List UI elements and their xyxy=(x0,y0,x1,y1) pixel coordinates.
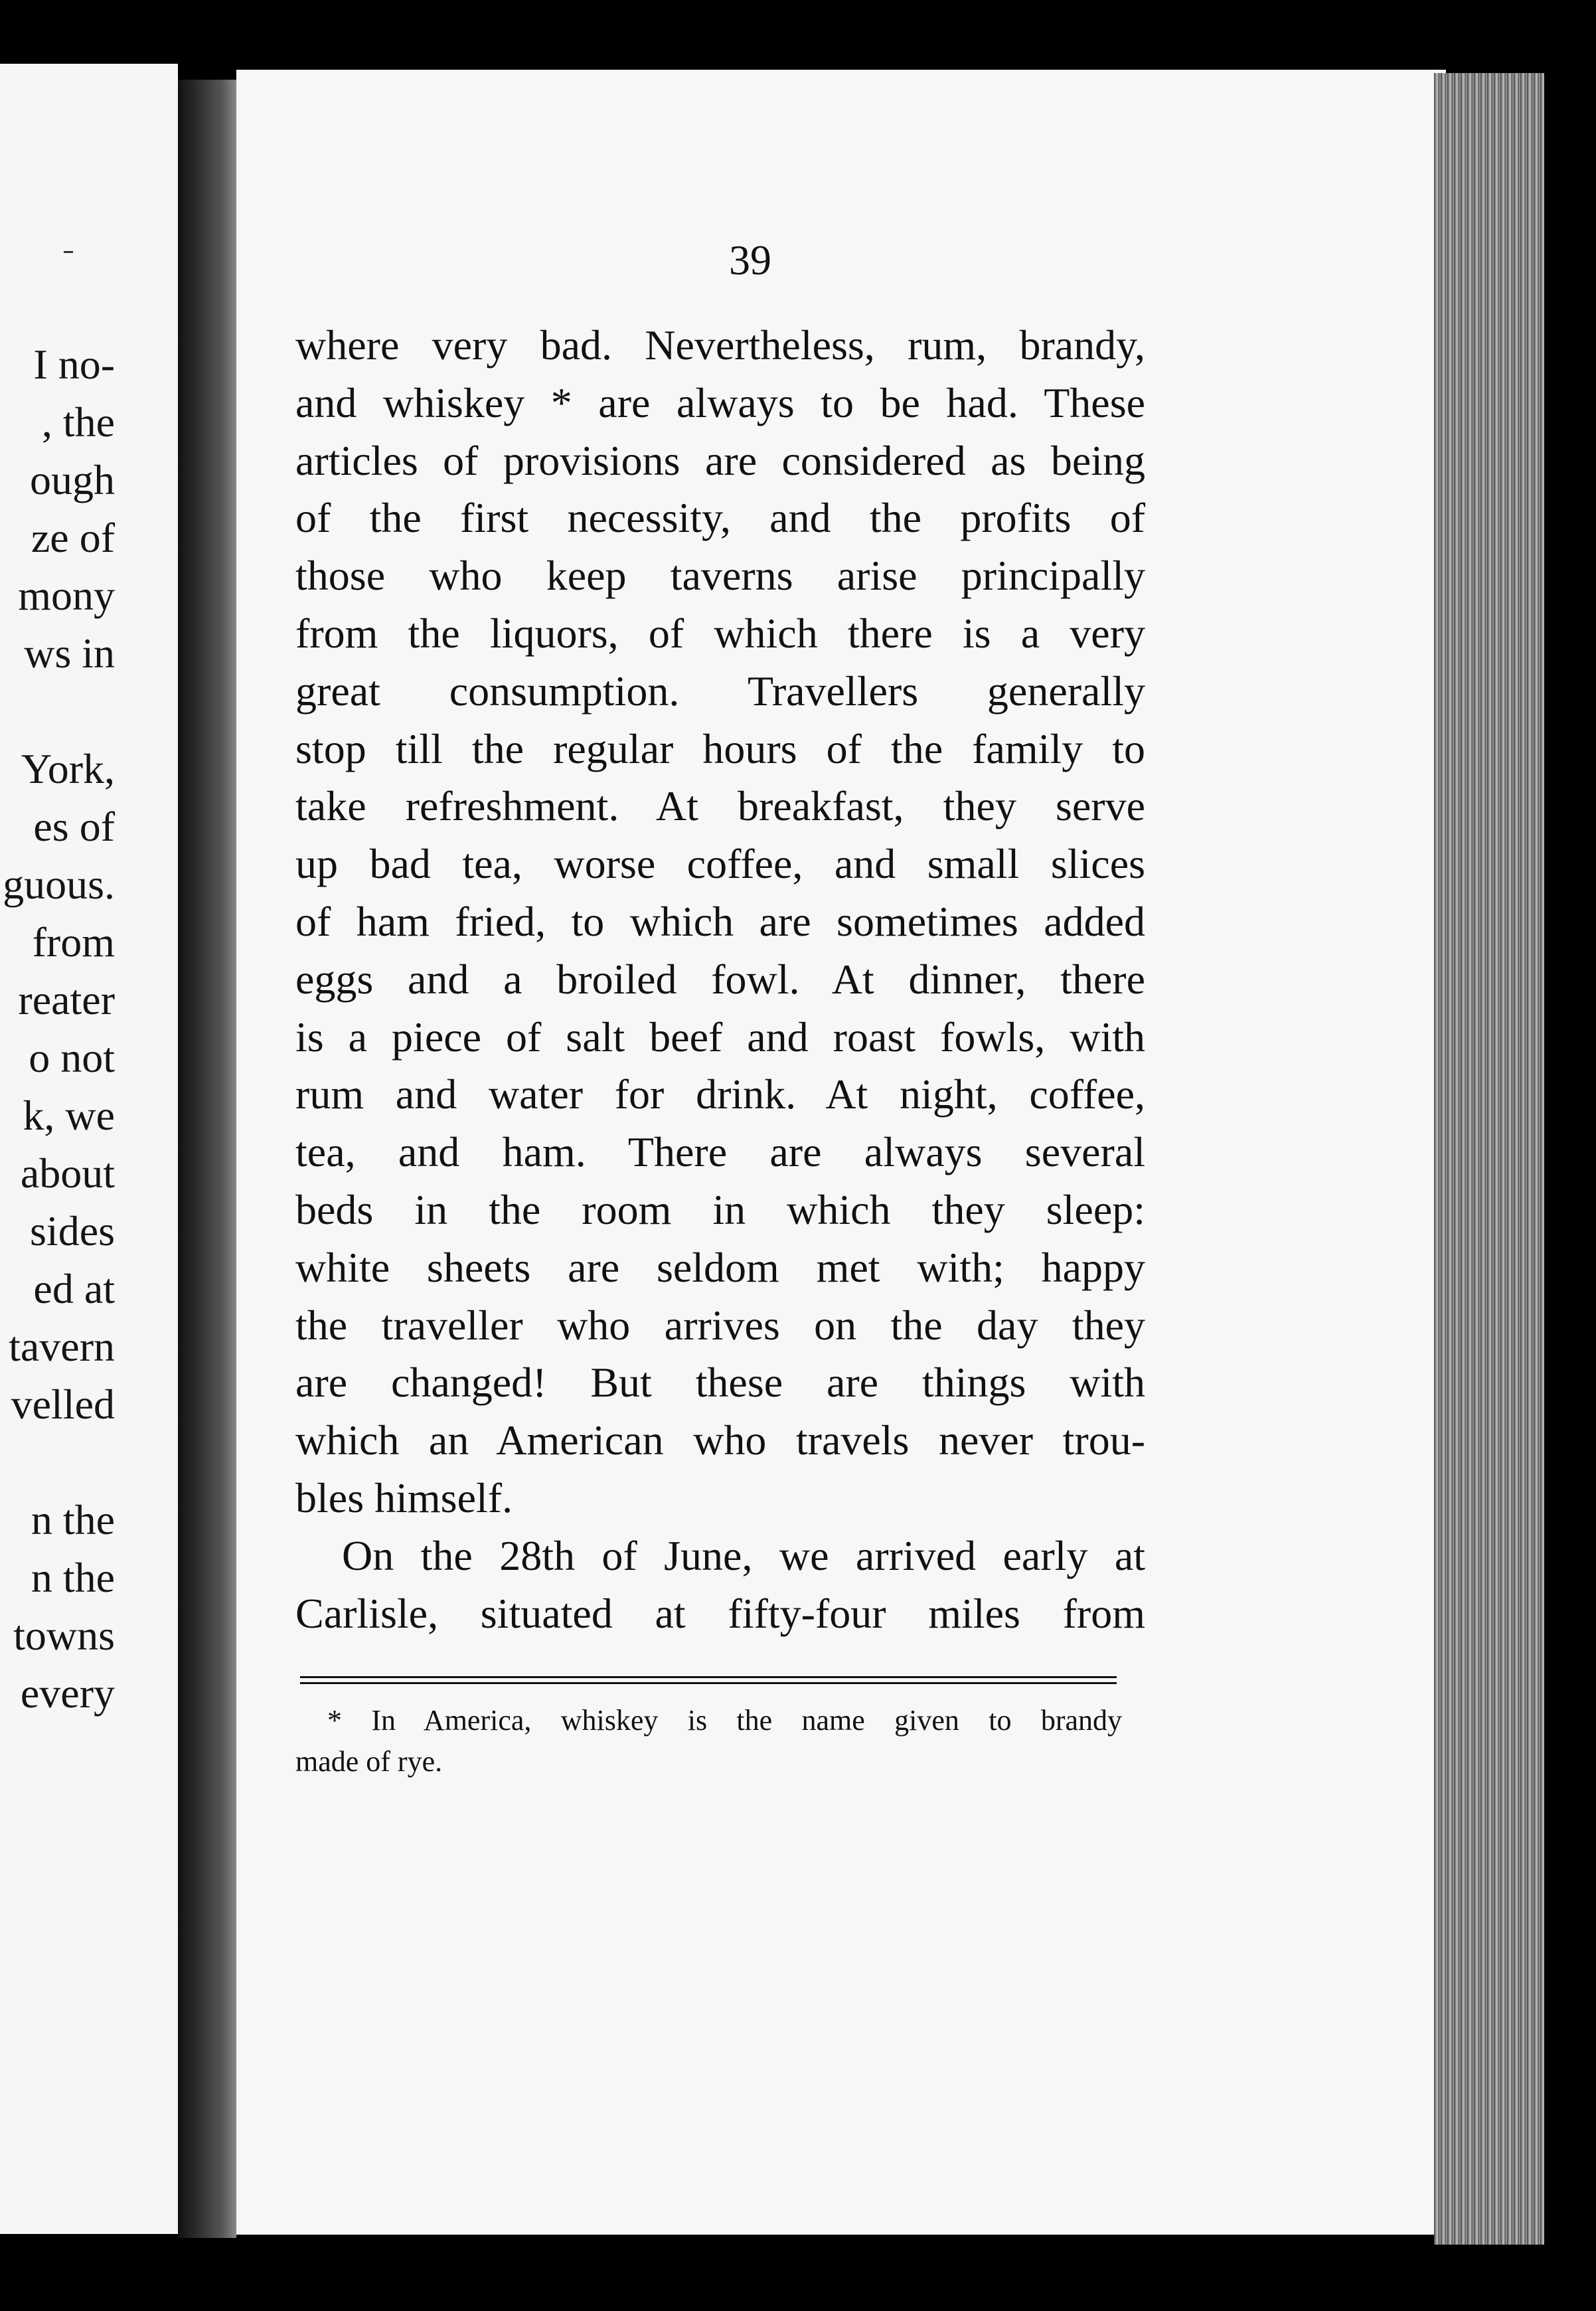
left-page-line: , the xyxy=(41,398,115,446)
text-line: which an American who travels never trou- xyxy=(295,1416,1145,1464)
left-page-line: ws in xyxy=(24,630,115,677)
text-line: tea, and ham. There are always several xyxy=(295,1128,1145,1176)
text-line: Carlisle, situated at fifty-four miles from xyxy=(295,1589,1145,1637)
left-page-line: velled xyxy=(11,1381,115,1428)
left-page-mark xyxy=(64,251,73,253)
text-line: up bad tea, worse coffee, and small slices xyxy=(295,840,1145,888)
page-number: 39 xyxy=(729,236,771,284)
left-page-line: sides xyxy=(30,1207,115,1254)
left-page-line: n the xyxy=(31,1554,115,1601)
book-gutter-shadow xyxy=(178,80,236,2238)
text-line: bles himself. xyxy=(295,1474,513,1521)
text-line: of ham fried, to which are sometimes added xyxy=(295,897,1145,945)
footnote-rule xyxy=(300,1682,1117,1684)
text-line: beds in the room in which they sleep: xyxy=(295,1185,1145,1233)
left-page-line: I no- xyxy=(33,341,115,388)
left-page-line: es of xyxy=(33,803,115,850)
left-page-line: York, xyxy=(21,745,115,792)
left-page-line: o not xyxy=(29,1034,115,1081)
left-page-line: towns xyxy=(13,1612,115,1659)
previous-page-fragment xyxy=(0,64,178,2234)
text-line: of the first necessity, and the profits of xyxy=(295,494,1145,542)
text-line: and whiskey * are always to be had. These xyxy=(295,379,1145,426)
body-text xyxy=(295,317,1145,1642)
text-line: the traveller who arrives on the day they xyxy=(295,1301,1145,1349)
text-line: On the 28th of June, we arrived early at xyxy=(342,1531,1145,1579)
left-page-line: ough xyxy=(30,456,115,503)
footnote-line: * In America, whiskey is the name given to brandy xyxy=(327,1704,1122,1737)
text-line: from the liquors, of which there is a very xyxy=(295,609,1145,657)
text-line: great consumption. Travellers generally xyxy=(295,667,1145,715)
left-page-line: guous. xyxy=(3,861,115,908)
left-page-line: reater xyxy=(18,976,115,1023)
footnote xyxy=(295,1700,1122,1782)
text-line: rum and water for drink. At night, coffee, xyxy=(295,1070,1145,1118)
left-page-line: from xyxy=(32,918,115,966)
text-line: eggs and a broiled fowl. At dinner, there xyxy=(295,955,1145,1003)
left-page-line: mony xyxy=(18,572,115,619)
left-page-line: n the xyxy=(31,1496,115,1543)
text-line: are changed! But these are things with xyxy=(295,1359,1145,1407)
left-page-line: ed at xyxy=(33,1265,115,1312)
page-stack-edges xyxy=(1434,73,1544,2245)
text-line: stop till the regular hours of the family to xyxy=(295,725,1145,772)
text-line: those who keep taverns arise principally xyxy=(295,552,1145,600)
left-page-line: ze of xyxy=(31,514,115,561)
footnote-rule xyxy=(300,1676,1117,1678)
text-line: take refreshment. At breakfast, they serve xyxy=(295,782,1145,830)
left-page-line: tavern xyxy=(9,1323,115,1370)
text-line: is a piece of salt beef and roast fowls, with xyxy=(295,1013,1145,1061)
text-line: where very bad. Nevertheless, rum, brandy, xyxy=(295,321,1145,369)
footnote-line: made of rye. xyxy=(295,1745,443,1778)
left-page-line: every xyxy=(20,1669,115,1717)
left-page-line: about xyxy=(20,1150,115,1197)
text-line: white sheets are seldom met with; happy xyxy=(295,1243,1145,1291)
left-page-line: k, we xyxy=(23,1092,115,1139)
text-line: articles of provisions are considered as being xyxy=(295,436,1145,484)
